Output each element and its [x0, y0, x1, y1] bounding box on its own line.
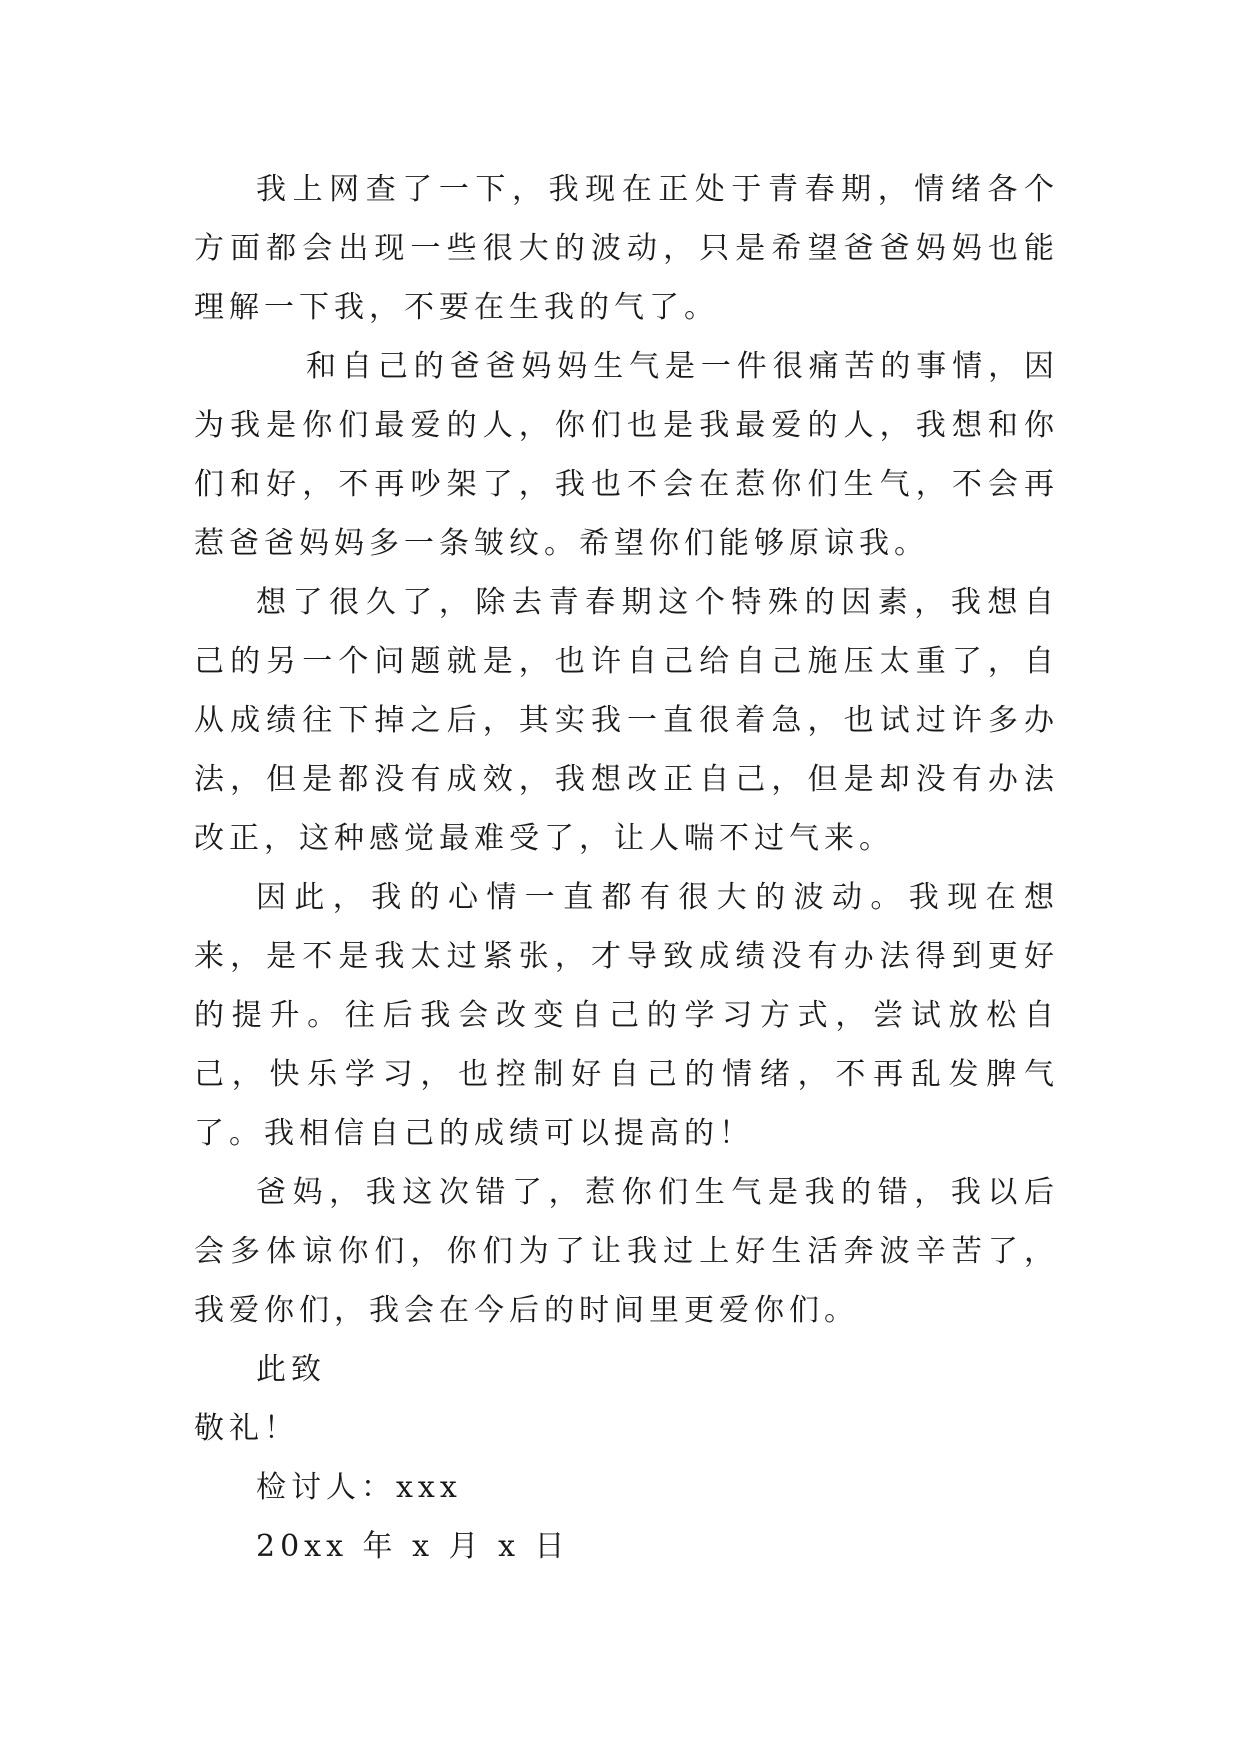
date-line: 20xx 年 x 月 x 日: [256, 1529, 570, 1564]
paragraph-3: 想了很久了，除去青春期这个特殊的因素，我想自己的另一个问题就是，也许自己给自己施压太重了，自从成绩往下掉之后，其实我一直很着急，也试过许多办法，但是都没有成效，我想改正自己，但是却没有办法改正，这种感觉最难受了，让人喘不过气来。: [194, 585, 1059, 856]
closing-salutation-2: 敬礼！: [194, 1411, 299, 1446]
letter-body: [194, 160, 1059, 1576]
paragraph-2: 和自己的爸爸妈妈生气是一件很痛苦的事情，因为我是你们最爱的人，你们也是我最爱的人，我想和你们和好，不再吵架了，我也不会在惹你们生气，不会再惹爸爸妈妈多一条皱纹。希望你们能够原谅我。: [194, 349, 1059, 561]
paragraph-4: 因此，我的心情一直都有很大的波动。我现在想来，是不是我太过紧张，才导致成绩没有办法得到更好的提升。往后我会改变自己的学习方式，尝试放松自己，快乐学习，也控制好自己的情绪，不再乱发脾气了。我相信自己的成绩可以提高的！: [194, 880, 1059, 1151]
paragraph-5: 爸妈，我这次错了，惹你们生气是我的错，我以后会多体谅你们，你们为了让我过上好生活奔波辛苦了，我爱你们，我会在今后的时间里更爱你们。: [194, 1175, 1059, 1328]
closing-salutation-1: 此致: [256, 1352, 326, 1387]
signer-line: 检讨人：xxx: [256, 1470, 462, 1505]
paragraph-1: 我上网查了一下，我现在正处于青春期，情绪各个方面都会出现一些很大的波动，只是希望爸爸妈妈也能理解一下我，不要在生我的气了。: [194, 172, 1059, 325]
